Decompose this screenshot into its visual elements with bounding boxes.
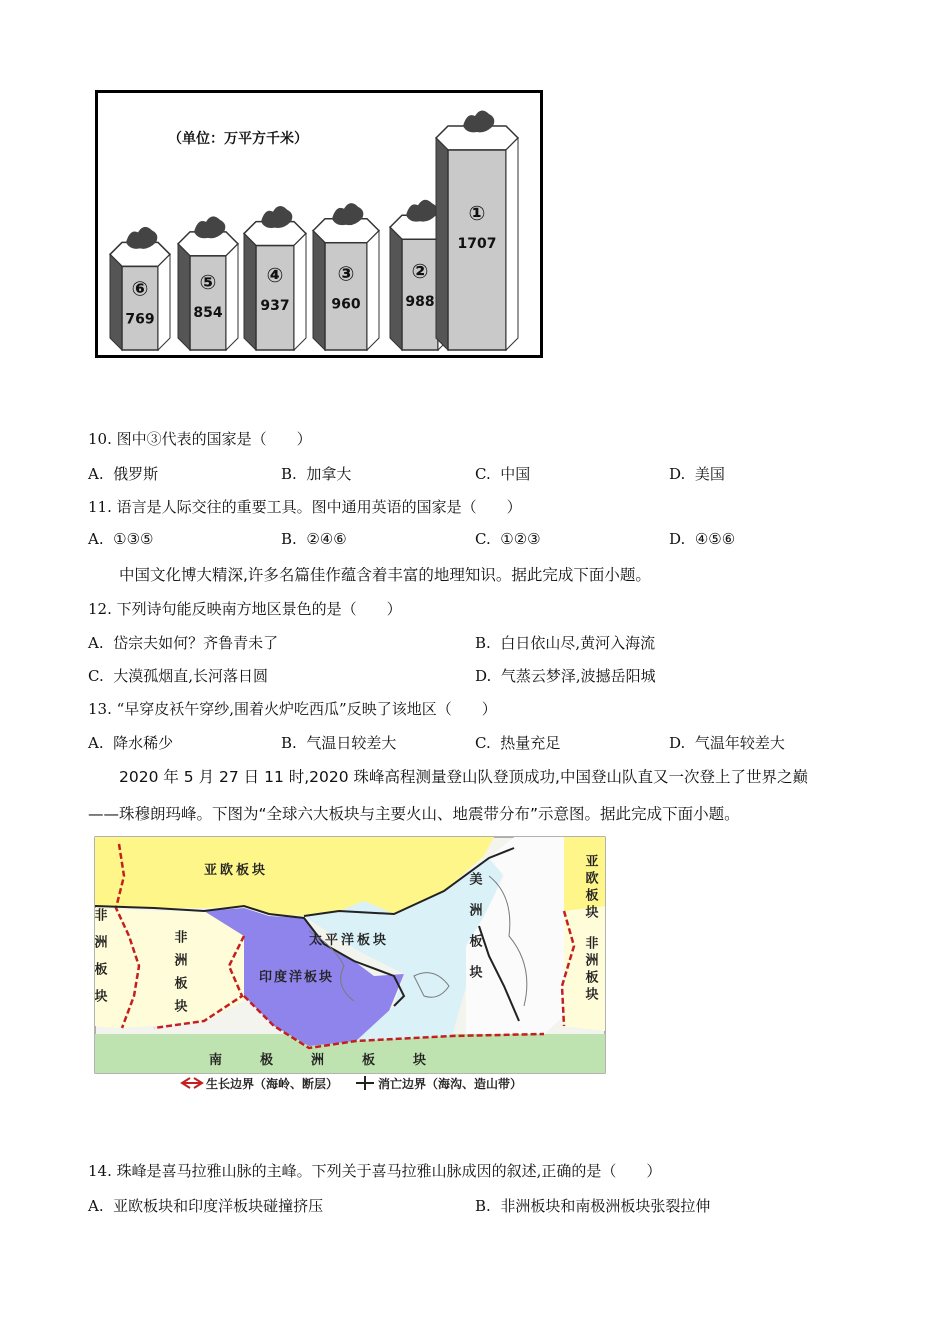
bar-category-label: ④ <box>266 263 284 288</box>
option-letter: A. <box>88 734 104 752</box>
option-text: ①③⑤ <box>113 530 154 548</box>
bar-right-face <box>294 234 306 350</box>
option-letter: C. <box>475 465 491 483</box>
bar-value-label: 854 <box>193 304 223 321</box>
intro-12-paragraph: 中国文化博大精深,许多名篇佳作蕴含着丰富的地理知识。据此完成下面小题。 <box>119 566 651 584</box>
chart-bar-6 <box>436 110 518 350</box>
option-letter: D. <box>475 667 492 685</box>
growth-boundary-legend-icon <box>182 1078 202 1088</box>
option-text: ④⑤⑥ <box>694 530 736 548</box>
intro-14-line2: ——珠穆朗玛峰。下图为“全球六大板块与主要火山、地震带分布”示意图。据此完成下面小题。 <box>88 805 740 823</box>
option-text: 气温日较差大 <box>306 734 397 752</box>
bar-left-face <box>313 231 325 350</box>
label-african-plate-left: 非洲板块 <box>91 908 107 1016</box>
q13-option-c[interactable] <box>475 732 560 753</box>
option-text: 白日依山尽,黄河入海流 <box>500 634 656 652</box>
option-text: 亚欧板块和印度洋板块碰撞挤压 <box>113 1197 324 1215</box>
bar-category-label: ③ <box>337 261 355 286</box>
bar-right-face <box>506 138 518 350</box>
q14-option-b[interactable] <box>475 1195 710 1216</box>
q11-option-a[interactable] <box>88 530 154 548</box>
q10-option-a[interactable] <box>88 463 158 484</box>
chart-bar-3 <box>244 206 306 350</box>
option-letter: D. <box>669 530 686 548</box>
q11-option-b[interactable] <box>281 530 347 548</box>
bar-value-label: 937 <box>260 298 290 315</box>
q12-stem: 12. 下列诗句能反映南方地区景色的是（ ） <box>88 600 402 618</box>
option-letter: D. <box>669 465 686 483</box>
option-letter: A. <box>88 1197 104 1215</box>
q13-option-a[interactable] <box>88 732 173 753</box>
option-text: 大漠孤烟直,长河落日圆 <box>113 667 269 685</box>
bar-right-face <box>367 231 379 350</box>
q12-option-c[interactable] <box>88 665 268 686</box>
plate-map-figure <box>91 836 608 1106</box>
q10-option-b[interactable] <box>281 463 351 484</box>
subduction-boundary-legend-icon <box>356 1076 374 1090</box>
option-letter: C. <box>475 734 491 752</box>
option-text: ②④⑥ <box>306 530 347 548</box>
bar-category-label: ⑥ <box>131 276 149 301</box>
option-text: 气温年较差大 <box>694 734 785 752</box>
q10-option-c[interactable] <box>475 463 530 484</box>
chart-unit-label: （单位：万平方千米） <box>168 131 308 147</box>
bar-left-face <box>178 244 190 350</box>
label-indian-plate: 印度洋板块 <box>259 970 335 985</box>
q13-option-b[interactable] <box>281 732 396 753</box>
bar-category-label: ⑤ <box>199 269 217 294</box>
q13-option-d[interactable] <box>669 732 785 753</box>
option-letter: A. <box>88 530 104 548</box>
chart-bar-2 <box>178 216 238 350</box>
option-text: 中国 <box>500 465 531 483</box>
option-text: 俄罗斯 <box>113 465 159 483</box>
q12-option-b[interactable] <box>475 632 655 653</box>
option-text: 气蒸云梦泽,波撼岳阳城 <box>500 667 656 685</box>
option-letter: B. <box>475 634 491 652</box>
label-eurasian-plate: 亚欧板块 <box>204 863 269 878</box>
bar-category-label: ① <box>468 201 486 225</box>
q14-option-a[interactable] <box>88 1195 323 1216</box>
q11-stem: 11. 语言是人际交往的重要工具。图中通用英语的国家是（ ） <box>88 498 522 516</box>
q13-stem: 13. “早穿皮袄午穿纱,围着火炉吃西瓜”反映了该地区（ ） <box>88 700 497 718</box>
intro-14-line1: 2020 年 5 月 27 日 11 时,2020 珠峰高程测量登山队登顶成功,中国登山队直又一次登上了世界之巅 <box>119 768 808 786</box>
option-text: 非洲板块和南极洲板块张裂拉伸 <box>500 1197 711 1215</box>
bar-left-face <box>390 227 402 350</box>
option-letter: C. <box>88 667 104 685</box>
option-letter: A. <box>88 634 104 652</box>
option-text: 岱宗夫如何？齐鲁青未了 <box>113 634 279 652</box>
option-text: 热量充足 <box>500 734 561 752</box>
q10-option-d[interactable] <box>669 463 725 484</box>
option-letter: B. <box>281 530 297 548</box>
option-text: ①②③ <box>500 530 541 548</box>
chart-bar-1 <box>110 227 170 350</box>
bar-category-label: ② <box>411 259 429 284</box>
area-chart-svg <box>98 93 540 355</box>
label-pacific-plate: 太平洋板块 <box>309 933 390 948</box>
bar-right-face <box>226 244 238 350</box>
bar-left-face <box>436 138 448 350</box>
bar-value-label: 960 <box>331 296 361 313</box>
legend-growth-label: 生长边界（海岭、断层） <box>206 1077 339 1091</box>
bar-left-face <box>244 234 256 350</box>
q12-option-d[interactable] <box>475 665 656 686</box>
label-american-plate: 美洲板块 <box>466 872 482 996</box>
option-letter: B. <box>475 1197 491 1215</box>
bar-left-face <box>110 254 122 350</box>
option-letter: B. <box>281 734 297 752</box>
chart-bar-4 <box>313 203 379 350</box>
option-text: 降水稀少 <box>113 734 174 752</box>
map-legend <box>182 1076 522 1091</box>
q10-stem: 10. 图中③代表的国家是（ ） <box>88 430 312 448</box>
bar-right-face <box>158 254 170 350</box>
q11-option-c[interactable] <box>475 530 541 548</box>
option-text: 美国 <box>694 465 725 483</box>
option-letter: A. <box>88 465 104 483</box>
area-chart-figure <box>95 90 543 358</box>
plate-map-svg <box>91 836 608 1106</box>
option-letter: B. <box>281 465 297 483</box>
option-text: 加拿大 <box>306 465 352 483</box>
label-antarctic-plate: 南极洲板块 <box>209 1053 465 1068</box>
legend-subduction-label: 消亡边界（海沟、造山带） <box>378 1077 523 1091</box>
q12-option-a[interactable] <box>88 632 278 653</box>
label-eurasian-plate-right: 亚欧板块 <box>582 854 598 922</box>
q14-stem: 14. 珠峰是喜马拉雅山脉的主峰。下列关于喜马拉雅山脉成因的叙述,正确的是（ ） <box>88 1162 662 1180</box>
option-letter: C. <box>475 530 491 548</box>
option-letter: D. <box>669 734 686 752</box>
bar-value-label: 988 <box>405 294 435 311</box>
q11-option-d[interactable] <box>669 530 735 548</box>
bar-value-label: 769 <box>125 311 155 328</box>
bar-value-label: 1707 <box>457 236 497 252</box>
label-african-plate: 非洲板块 <box>171 930 187 1022</box>
label-african-plate-right: 非洲板块 <box>582 936 598 1004</box>
